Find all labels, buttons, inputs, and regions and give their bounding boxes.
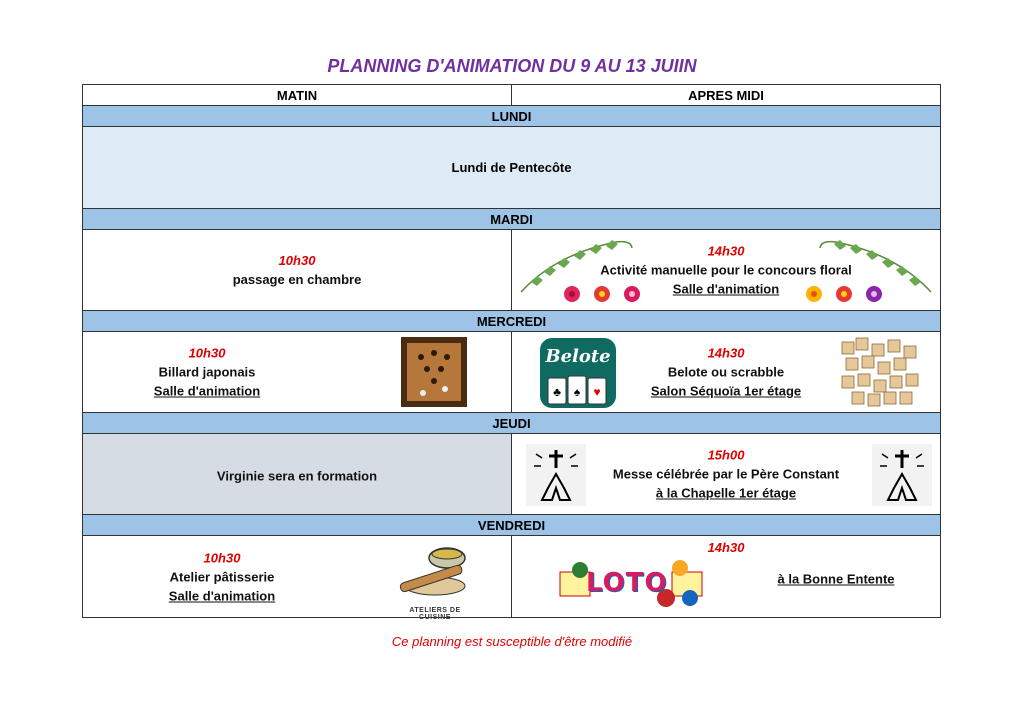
friday-morning-place: Salle d'animation	[168, 588, 276, 603]
thursday-afternoon-activity: Messe célébrée par le Père Constant	[612, 466, 840, 482]
ateliers-de-cuisine-caption: ATELIERS DE CUISINE	[409, 607, 461, 621]
wednesday-morning-place: Salle d'animation	[153, 383, 261, 399]
tuesday-morning-activity: passage en chambre	[232, 272, 362, 287]
loto-logo-text: LOTO	[586, 568, 668, 598]
wednesday-morning-time: 10h30	[188, 345, 226, 361]
belote-logo-text: Belote	[545, 346, 611, 367]
wednesday-afternoon	[511, 332, 940, 412]
thursday-afternoon-time: 15h00	[707, 447, 745, 463]
tuesday-afternoon-activity: Activité manuelle pour le concours floral	[600, 262, 852, 278]
svg-text:♥: ♥	[593, 385, 601, 399]
tuesday-afternoon	[511, 230, 940, 310]
tuesday-afternoon-place: Salle d'animation	[672, 281, 780, 297]
wednesday-afternoon-place: Salon Séquoïa 1er étage	[650, 383, 802, 399]
footer-note: Ce planning est susceptible d'être modifié	[391, 634, 633, 649]
friday-afternoon	[511, 536, 940, 617]
friday-morning-activity: Atelier pâtisserie	[169, 569, 275, 584]
thursday-morning-activity: Virginie sera en formation	[216, 468, 378, 484]
thursday-morning	[83, 434, 511, 514]
wednesday-morning	[83, 332, 511, 412]
wednesday-afternoon-time: 14h30	[707, 345, 745, 361]
loto-logo-image	[556, 558, 706, 610]
svg-text:♠: ♠	[573, 385, 581, 399]
column-header-afternoon: APRES MIDI	[511, 85, 940, 105]
tuesday-morning	[83, 230, 511, 310]
friday-row	[83, 536, 940, 621]
day-band-wednesday: MERCREDI	[83, 311, 940, 332]
column-header-row	[83, 85, 940, 106]
friday-afternoon-time: 14h30	[707, 540, 745, 555]
wednesday-row	[83, 332, 940, 413]
day-band-friday: VENDREDI	[83, 515, 940, 536]
wednesday-morning-activity: Billard japonais	[158, 364, 256, 380]
day-band-thursday: JEUDI	[83, 413, 940, 434]
friday-morning	[83, 536, 511, 621]
thursday-row	[83, 434, 940, 515]
page-title: PLANNING D'ANIMATION DU 9 AU 13 JUIIN	[327, 56, 697, 76]
day-band-monday: LUNDI	[83, 106, 940, 127]
monday-holiday: Lundi de Pentecôte	[83, 127, 940, 209]
thursday-afternoon-place: à la Chapelle 1er étage	[655, 485, 797, 501]
day-band-tuesday: MARDI	[83, 209, 940, 230]
tuesday-row	[83, 230, 940, 311]
wednesday-afternoon-activity: Belote ou scrabble	[667, 364, 785, 380]
billard-japonais-image	[401, 337, 467, 407]
column-header-morning: MATIN	[276, 87, 318, 103]
tuesday-afternoon-time: 14h30	[707, 243, 745, 259]
atelier-cuisine-image	[395, 540, 475, 621]
svg-text:♣: ♣	[553, 385, 561, 399]
friday-morning-time: 10h30	[203, 550, 241, 565]
schedule-table	[82, 84, 941, 621]
tuesday-morning-time: 10h30	[278, 253, 316, 268]
friday-afternoon-place: à la Bonne Entente	[777, 571, 895, 586]
thursday-afternoon	[511, 434, 940, 514]
